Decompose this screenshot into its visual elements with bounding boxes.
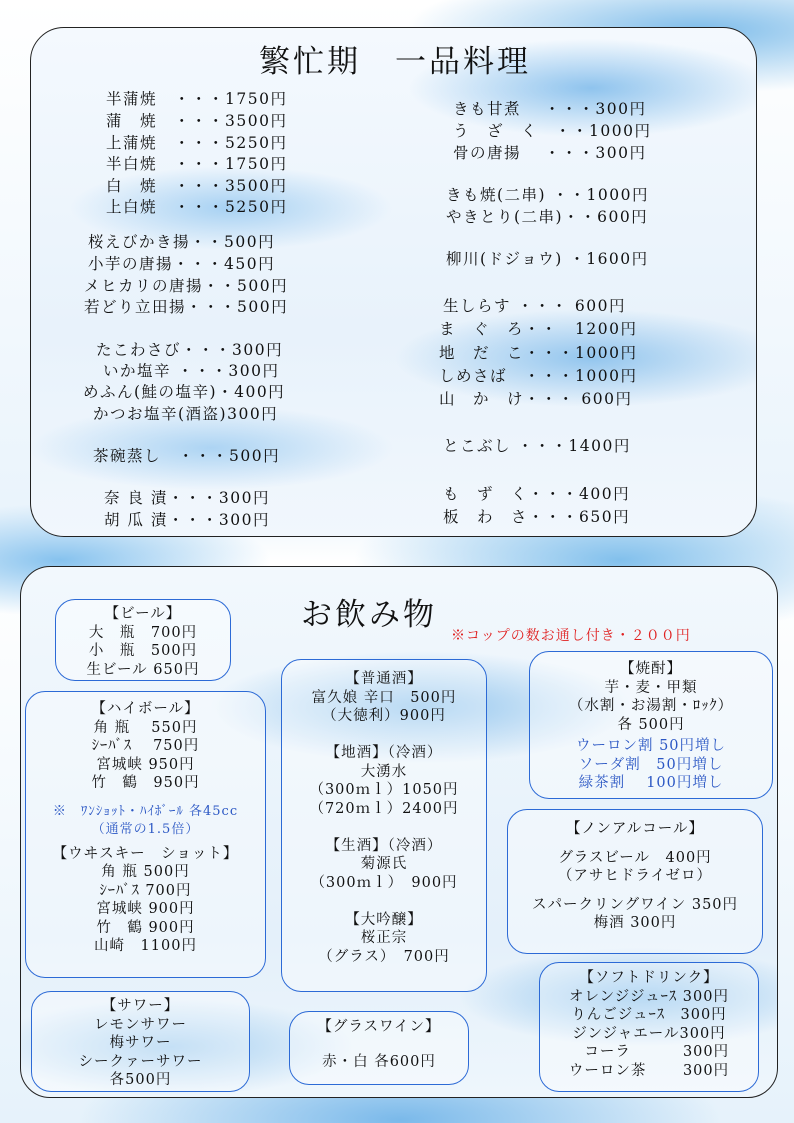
whisky-item: 竹 鶴 900円 — [96, 919, 195, 936]
food-item: 蒲 焼 ・・・3500円 — [106, 112, 288, 130]
food-item: たこわさび・・・300円 — [96, 341, 284, 359]
sake-item: （大徳利）900円 — [322, 708, 446, 724]
food-item: 柳川(ドジョウ) ・1600円 — [446, 250, 649, 268]
whisky-item: 山崎 1100円 — [94, 938, 197, 954]
sake-spacer — [282, 726, 486, 745]
nonalcohol-item: （アサヒドライゼロ） — [557, 868, 713, 884]
softdrink-section — [539, 962, 759, 1092]
softdrink-item: ウーロン茶 300円 — [568, 1062, 730, 1079]
sake-section — [281, 659, 487, 992]
food-item: 板 わ さ・・・650円 — [443, 508, 631, 526]
beer-item: 小 瓶 500円 — [88, 643, 198, 659]
food-item: 胡 瓜 漬・・・300円 — [104, 511, 270, 529]
sake-heading: 【普通酒】 — [345, 671, 423, 687]
sake-item: 菊源氏 — [360, 856, 408, 872]
nonalcohol-item: グラスビール 400円 — [558, 849, 712, 866]
food-item: う ざ く ・・1000円 — [453, 122, 652, 140]
sake-item: 富久娘 辛口 500円 — [311, 689, 457, 706]
sake-item: （グラス） 700円 — [318, 948, 450, 965]
food-item: 奈 良 漬・・・300円 — [104, 489, 270, 507]
food-item: 若どり立田揚・・・500円 — [84, 298, 289, 316]
food-item: やきとり(二串)・・600円 — [446, 208, 649, 226]
wine-section — [289, 1011, 469, 1085]
food-item: 地 だ こ・・・1000円 — [439, 344, 638, 362]
whisky-heading: 【ウヰスキー ショット】 — [52, 845, 239, 862]
highball-heading: 【ハイボール】 — [91, 701, 200, 717]
shochu-item: 芋・麦・甲類 — [604, 679, 698, 696]
softdrink-item: りんごジュｰｽ 300円 — [571, 1007, 727, 1023]
whisky-item: 角 瓶 500円 — [101, 864, 190, 880]
shochu-mixer: 緑茶割 100円増し — [578, 775, 724, 791]
highball-note: （通常の1.5倍） — [91, 822, 200, 837]
food-item: 半白焼 ・・・1750円 — [106, 155, 288, 173]
shochu-mixer: ウーロン割 50円増し — [575, 738, 727, 754]
sour-section — [31, 991, 250, 1092]
sour-item: シークァーサワー — [78, 1053, 203, 1070]
sour-heading: 【サワー】 — [101, 998, 180, 1014]
food-item: も ず く・・・400円 — [443, 485, 631, 503]
nonalcohol-heading: 【ノンアルコール】 — [565, 821, 705, 837]
sake-heading: 【生酒】（冷酒） — [325, 837, 443, 854]
sake-spacer — [282, 892, 486, 911]
highball-section — [25, 691, 266, 978]
food-item: ま ぐ ろ・・ 1200円 — [439, 320, 638, 338]
food-item: 生しらす ・・・ 600円 — [443, 297, 626, 315]
highball-note: ※ ﾜﾝｼｮｯﾄ・ﾊｲﾎﾞｰﾙ 各45cc — [52, 803, 239, 819]
sour-item: 各500円 — [109, 1072, 172, 1088]
shochu-section — [529, 651, 773, 799]
sake-heading: 【地酒】（冷酒） — [325, 745, 443, 761]
beer-item: 大 瓶 700円 — [88, 624, 198, 641]
sour-item: 梅サワー — [109, 1035, 172, 1051]
food-item: 半蒲焼 ・・・1750円 — [106, 90, 288, 108]
nonalcohol-item: 梅酒 300円 — [593, 915, 677, 931]
food-item: しめさば ・・・1000円 — [439, 367, 638, 385]
food-item: 小芋の唐揚・・・450円 — [88, 255, 276, 273]
sake-item: （300ｍｌ） 900円 — [310, 874, 458, 891]
sake-heading: 【大吟醸】 — [345, 911, 423, 928]
food-item: きも焼(二串) ・・1000円 — [446, 186, 649, 204]
highball-item: ｼｰﾊﾞｽ 750円 — [91, 738, 200, 754]
whisky-item: ｼｰﾊﾞｽ 700円 — [99, 882, 192, 899]
nonalcohol-item: スパークリングワイン 350円 — [531, 896, 739, 913]
sake-item: （300ｍｌ）1050円 — [309, 782, 459, 798]
highball-item: 角 瓶 550円 — [93, 719, 198, 736]
highball-item: 宮城峡 950円 — [96, 756, 195, 773]
wine-item: 赤・白 各600円 — [322, 1053, 436, 1070]
shochu-mixer: ソーダ割 50円増し — [578, 756, 724, 773]
softdrink-item: ジンジャエール300円 — [572, 1025, 726, 1042]
drinks-menu-panel — [20, 566, 778, 1098]
drinks-menu-title: お飲み物 — [301, 597, 437, 633]
shochu-heading: 【焼酎】 — [620, 661, 682, 677]
sake-item: 大湧水 — [360, 763, 408, 780]
food-item: 上蒲焼 ・・・5250円 — [106, 134, 288, 152]
sake-item: （720ｍｌ）2400円 — [309, 800, 459, 817]
shochu-item: 各 500円 — [617, 716, 685, 733]
food-item: 骨の唐揚 ・・・300円 — [453, 144, 647, 162]
food-item: とこぶし ・・・1400円 — [443, 437, 631, 455]
food-item: 白 焼 ・・・3500円 — [106, 177, 288, 195]
food-item: 茶碗蒸し ・・・500円 — [93, 447, 281, 465]
beer-section — [55, 599, 231, 681]
highball-item: 竹 鶴 950円 — [91, 775, 200, 791]
food-item: めふん(鮭の塩辛)・400円 — [83, 383, 286, 401]
food-menu-title: 繁忙期 一品料理 — [259, 44, 531, 80]
food-item: いか塩辛 ・・・300円 — [103, 362, 280, 380]
sake-spacer — [282, 818, 486, 837]
beer-item: 生ビール 650円 — [86, 661, 200, 678]
food-menu-panel — [30, 27, 757, 537]
food-item: メヒカリの唐揚・・500円 — [84, 277, 289, 295]
shochu-item: （水割・お湯割・ﾛｯｸ） — [568, 698, 734, 714]
food-item: 上白焼 ・・・5250円 — [106, 198, 288, 216]
softdrink-item: オレンジジュｰｽ 300円 — [569, 988, 729, 1005]
beer-heading: 【ビール】 — [104, 606, 182, 622]
food-item: かつお塩辛(酒盗)300円 — [93, 405, 279, 423]
food-item: 山 か け・・・ 600円 — [439, 390, 633, 408]
sake-item: 桜正宗 — [360, 930, 408, 946]
table-charge-note: ※コップの数お通し付き・２００円 — [451, 628, 691, 644]
food-item: 桜えびかき揚・・500円 — [88, 233, 276, 251]
wine-heading: 【グラスワイン】 — [317, 1019, 441, 1035]
sour-item: レモンサワー — [94, 1016, 187, 1033]
nonalcohol-section — [507, 809, 763, 954]
softdrink-heading: 【ソフトドリンク】 — [579, 970, 719, 986]
softdrink-item: コーラ 300円 — [568, 1044, 730, 1060]
food-item: きも甘煮 ・・・300円 — [453, 100, 647, 118]
whisky-item: 宮城峡 900円 — [96, 901, 195, 917]
